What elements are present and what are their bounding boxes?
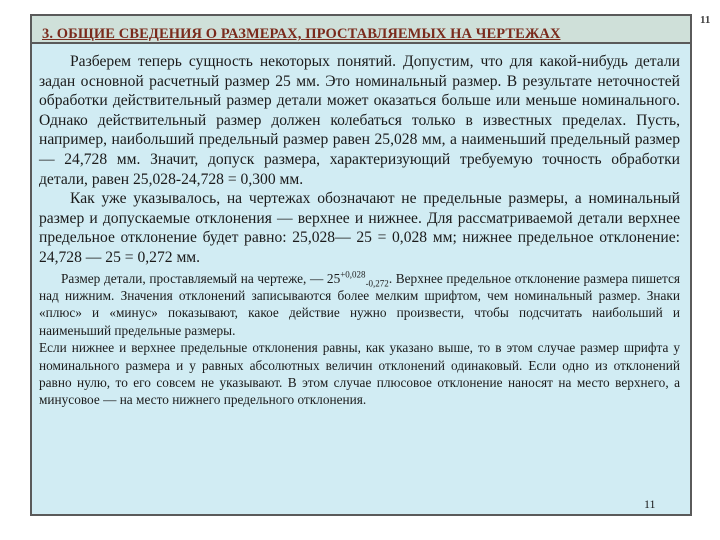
title-bar <box>30 14 692 44</box>
notation-prefix: Размер детали, проставляемый на чертеже, — 25 <box>61 270 341 286</box>
slide-corner-number: 11 <box>700 14 711 26</box>
paragraph-nominal-size: Разберем теперь сущность некоторых понятий. Допустим, что для какой-нибудь детали задан основной расчетный размер 25 мм. Это номинальный размер. В результате неточностей обработки действительный размер детали может оказаться больше или меньше номинального. Однако действительный размер должен колебаться только в известных пределах. Пусть, например, наибольший предельный размер равен 25,028 мм, а наименьший предельный размер — 24,728 мм. Значит, допуск размера, характеризующий требуемую точность обработки детали, равен 25,028-24,728 = 0,300 мм. <box>39 53 680 188</box>
notation-suffix: . Верхнее предельное отклонение размера пишется над нижним. Значения отклонений записываются более мелким шрифтом, чем номинальный размер. Знаки «плюс» и «минус» показывают, какое действие нужно произвести, чтобы подсчитать наибольший и наименьший предельные размеры. <box>39 270 680 338</box>
paragraph-drawing-notation <box>32 268 690 340</box>
lower-deviation: -0,272 <box>365 278 389 289</box>
page-title: 3. ОБЩИЕ СВЕДЕНИЯ О РАЗМЕРАХ, ПРОСТАВЛЯЕМЫХ НА ЧЕРТЕЖАХ <box>42 26 561 42</box>
content-box <box>30 44 692 516</box>
paragraph-equal-deviations: Если нижнее и верхнее предельные отклонения равны, как указано выше, то в этом случае размер шрифта у номинального размера и у равных абсолютных величин отклонений одинаковый. Если одно из отклонений равно нулю, то его совсем не указывают. В этом случае плюсовое отклонение наносят на место верхнего, а минусовое — на место нижнего предельного отклонения. <box>39 340 680 408</box>
paragraph-deviations: Как уже указывалось, на чертежах обозначают не предельные размеры, а номинальный размер и допускаемые отклонения — верхнее и нижнее. Для рассматриваемой детали верхнее предельное отклонение будет равно: 25,028— 25 = 0,028 мм; нижнее предельное отклонение: 24,728 — 25 = 0,272 мм. <box>39 190 680 266</box>
upper-deviation: +0,028 <box>340 269 366 280</box>
page-number: 11 <box>644 497 656 511</box>
